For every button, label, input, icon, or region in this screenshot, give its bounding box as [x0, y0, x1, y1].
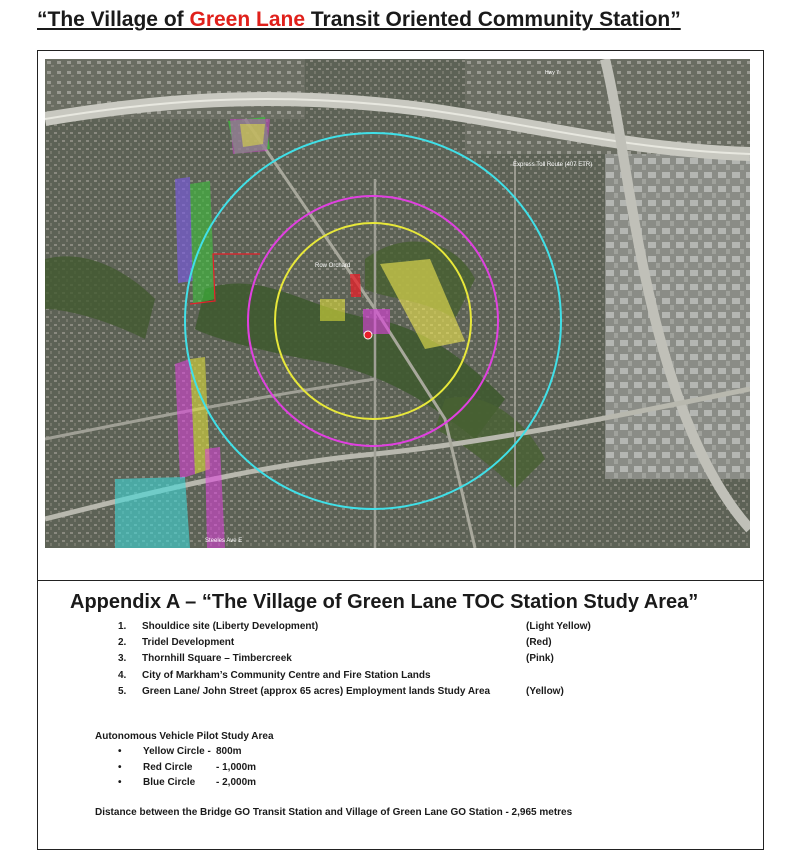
autonomous-vehicle-title: Autonomous Vehicle Pilot Study Area	[95, 731, 274, 742]
title-suffix: Transit Oriented Community Station	[305, 8, 671, 31]
circle-radius: - 1,000m	[216, 761, 257, 773]
circle-label: Blue Circle	[143, 777, 196, 788]
satellite-map	[45, 59, 750, 548]
circle-label: Red Circle	[143, 761, 193, 773]
list-item-text: Green Lane/ John Street (approx 65 acres) Employment lands Study Area	[142, 685, 491, 697]
map-svg	[45, 59, 750, 548]
yellow-north-area	[240, 124, 265, 147]
bullet: •	[118, 746, 122, 757]
list-item-number: 4.	[118, 669, 127, 681]
title-close-quote: ”	[670, 8, 681, 31]
list-item-text: Tridel Development	[142, 637, 235, 649]
list-item-tag: (Yellow)	[526, 685, 564, 697]
list-item	[118, 670, 618, 686]
section-divider	[37, 580, 764, 581]
title-highlight: Green Lane	[189, 8, 306, 31]
community-centre-lands	[320, 299, 345, 321]
bullet: •	[118, 761, 122, 773]
appendix-heading: Appendix A – “The Village of Green Lane TOC Station Study Area”	[70, 591, 699, 613]
list-item-number: 1.	[118, 621, 127, 632]
list-item	[118, 637, 618, 653]
title-prefix: The Village of	[47, 8, 190, 31]
title-open-quote: “	[37, 8, 48, 31]
bullet: •	[118, 777, 122, 788]
list-item	[118, 621, 618, 637]
study-area-list	[118, 621, 618, 702]
label-row-orchard: Row Orchard	[315, 263, 351, 269]
distance-note: Distance between the Bridge GO Transit Station and Village of Green Lane GO Station - 2,965 metres	[95, 807, 573, 818]
list-item	[118, 686, 618, 702]
list-item-tag: (Pink)	[526, 653, 554, 665]
circle-radius: 800m	[216, 746, 242, 757]
thornhill-square	[363, 309, 390, 334]
tridel-site	[350, 274, 361, 297]
circle-label: Yellow Circle -	[143, 746, 211, 757]
green-lane-station-marker	[364, 331, 372, 339]
list-item-text: Thornhill Square – Timbercreek	[142, 653, 292, 665]
list-item-number: 2.	[118, 637, 127, 649]
circle-radius: - 2,000m	[216, 777, 257, 788]
label-highway: Express Toll Route (407 ETR)	[513, 162, 593, 168]
list-item-number: 5.	[118, 685, 127, 697]
list-item-number: 3.	[118, 653, 127, 665]
page-title	[37, 8, 757, 32]
list-item-text: City of Markham’s Community Centre and Fire Station Lands	[142, 669, 431, 681]
list-item-tag: (Light Yellow)	[526, 621, 591, 632]
label-steeles: Steeles Ave E	[205, 538, 243, 544]
list-item	[118, 653, 618, 669]
label-hwy7: Hwy 7	[545, 70, 559, 76]
teal-area	[115, 477, 190, 548]
list-item-tag: (Red)	[526, 637, 552, 649]
list-item-text: Shouldice site (Liberty Development)	[142, 621, 319, 632]
